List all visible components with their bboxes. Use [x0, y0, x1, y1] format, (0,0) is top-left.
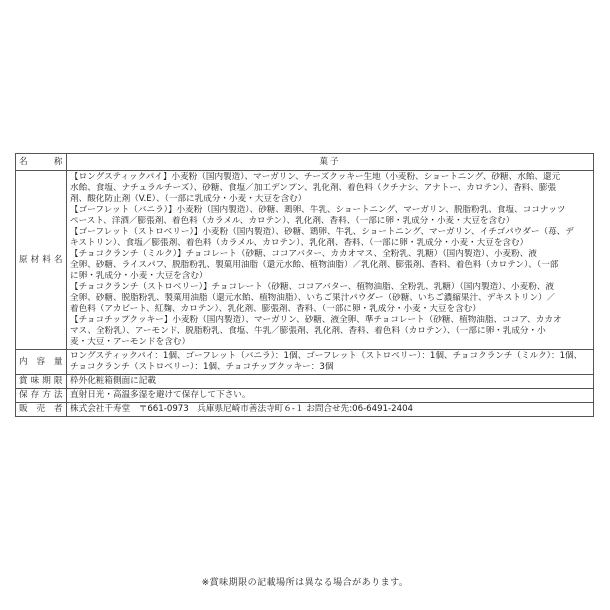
row-storage — [16, 389, 594, 403]
ingredients-line: キストリン）、食塩／膨張剤、着色料（カラメル、カロテン）、乳化剤、香料、（一部に卵・乳成分・小麦・大豆を含む） — [70, 238, 529, 248]
ingredients-line: 全卵、砂糖、脱脂粉乳、製菓用油脂（還元水飴、植物油脂）、いちご果汁パウダー（砂糖、いちご濃縮果汁、デキストリン）／ — [70, 293, 556, 303]
storage-key: 保存方法 — [16, 389, 67, 403]
contents-line: ロングスティックパイ：1個、ゴーフレット（バニラ）：1個、ゴーフレット（ストロベリー）：1個、チョコクランチ（ミルク）：1個、 — [70, 351, 583, 361]
contents-key: 内 容 量 — [16, 350, 67, 375]
ingredients-line: 全卵、砂糖、ライスパフ、脱脂粉乳、製菓用油脂（還元水飴、植物油脂）／乳化剤、膨張剤、香料、着色料（カロテン）、（一部 — [70, 260, 559, 270]
ingredients-value — [67, 171, 594, 350]
ingredients-line: 着色料（アカビート、紅麹、カロテン）、乳化剤、膨張剤、香料、（一部に卵・乳成分・小麦・大豆を含む） — [70, 304, 481, 314]
row-seller — [16, 403, 594, 417]
seller-value: 株式会社千寿堂 〒661-0973 兵庫県尼崎市善法寺町６-１ お問合せ先:06-6491-2404 — [67, 403, 594, 417]
row-name — [16, 154, 594, 171]
expiry-key: 賞味期限 — [16, 375, 67, 389]
storage-value: 直射日光・高温多湿を避けて保存して下さい。 — [67, 389, 594, 403]
ingredients-line: ペースト、洋酒／膨張剤、着色料（カラメル、カロテン）、乳化剤、香料、（一部に卵・乳成分・小麦・大豆を含む） — [70, 216, 515, 226]
row-contents — [16, 350, 594, 375]
expiry-location-footnote: ※賞味期限の記載場所は異なる場合があります。 — [201, 578, 409, 588]
ingredients-line: 麦・大豆・アーモンドを含む） — [70, 337, 191, 347]
food-label-table — [15, 153, 594, 417]
ingredients-line: 水飴、食塩、ナチュラルチーズ）、砂糖、食塩／加工デンプン、乳化剤、着色料（クチナシ、アナトー、カロテン）、香料、膨張 — [70, 183, 557, 193]
contents-value — [67, 350, 594, 375]
name-value: 菓子 — [67, 154, 594, 171]
ingredients-line: に卵・乳成分・小麦・大豆を含む） — [70, 271, 208, 281]
seller-key: 販 売 者 — [16, 403, 67, 417]
expiry-value: 枠外化粧箱側面に記載 — [67, 375, 594, 389]
ingredients-line: 【ゴーフレット（バニラ）】小麦粉（国内製造）、砂糖、鶏卵、牛乳、ショートニング、マーガリン、脱脂粉乳、食塩、ココナッツ — [70, 205, 566, 215]
ingredients-line: マス、全粉乳）、アーモンド、脱脂粉乳、食塩、牛乳／膨張剤、乳化剤、香料、着色料（カロテン）、（一部に卵・乳成分・小 — [70, 326, 546, 336]
ingredients-line: 【チョコクランチ（ミルク）】チョコレート（砂糖、ココアバター、カカオマス、全粉乳、乳糖）（国内製造）、小麦粉、液 — [70, 249, 537, 259]
row-ingredients — [16, 171, 594, 350]
ingredients-line: 【チョコチップクッキー】小麦粉（国内製造）、マーガリン、砂糖、液全卵、準チョコレート（砂糖、植物油脂、ココア、カカオ — [70, 315, 562, 325]
ingredients-line: 【チョコクランチ（ストロベリー）】チョコレート（砂糖、ココアバター、植物油脂、全粉乳、乳糖）（国内製造）、小麦粉、液 — [70, 282, 554, 292]
ingredients-line: 剤、酸化防止剤（V.E）、（一部に乳成分・小麦・大豆を含む） — [70, 194, 307, 204]
row-expiry — [16, 375, 594, 389]
name-key: 名 称 — [16, 154, 67, 171]
ingredients-line: 【ロングスティックパイ】小麦粉（国内製造）、マーガリン、チーズクッキー生地（小麦粉、ショートニング、砂糖、水飴、還元 — [70, 172, 561, 182]
ingredients-key: 原材料名 — [16, 171, 67, 350]
ingredients-line: 【ゴーフレット（ストロベリー）】小麦粉（国内製造）、砂糖、鶏卵、牛乳、ショートニング、マーガリン、イチゴパウダー（苺、デ — [70, 227, 574, 237]
contents-line: チョコクランチ（ストロベリー）：1個、チョコチップクッキー：3個 — [70, 362, 334, 372]
